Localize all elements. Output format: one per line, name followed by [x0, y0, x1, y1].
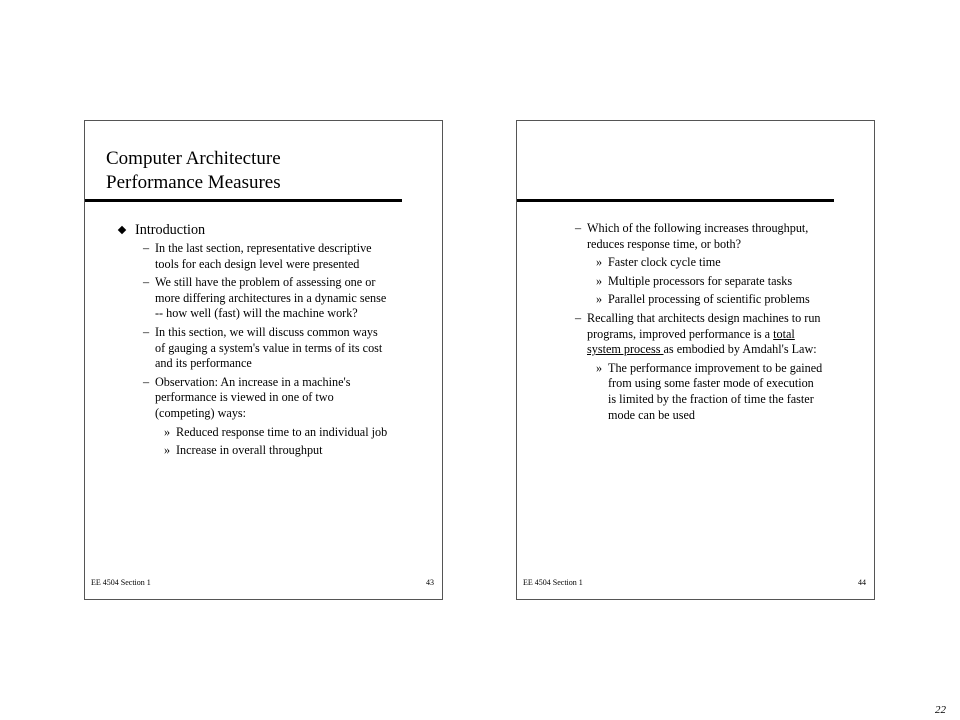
- slide-body: [85, 221, 434, 462]
- sub-bullet-item: [85, 443, 434, 459]
- slide-43: [84, 120, 443, 600]
- slide-body: [517, 221, 866, 426]
- chevron-marker: »: [164, 424, 171, 439]
- bullet-line: reduces response time, or both?: [587, 236, 741, 251]
- sub-bullet-item: [517, 274, 866, 290]
- dash-marker: –: [143, 324, 150, 339]
- bullet-item: [517, 221, 866, 252]
- bullet-line: [587, 327, 866, 343]
- bullet-item: [517, 311, 866, 358]
- dash-marker: –: [143, 241, 150, 255]
- sub-bullet-item: [517, 292, 866, 308]
- bullet-line: We still have the problem of assessing one or: [155, 275, 376, 290]
- sub-bullet-line: Increase in overall throughput: [176, 443, 323, 458]
- slide-footer: [91, 578, 434, 588]
- bullet-line: Observation: An increase in a machine's: [155, 374, 351, 389]
- sub-bullet-line: mode can be used: [608, 407, 695, 422]
- slide-44: [516, 120, 875, 600]
- title-line-2: Performance Measures: [106, 172, 281, 193]
- sub-bullet-line: Multiple processors for separate tasks: [608, 273, 793, 288]
- sub-bullet-line: Reduced response time to an individual job: [176, 424, 388, 439]
- sub-bullet-line: from using some faster mode of execution: [608, 376, 814, 391]
- section-heading: [85, 221, 434, 239]
- chevron-marker: »: [596, 360, 603, 375]
- diamond-bullet-icon: [118, 226, 126, 234]
- page-number: 22: [935, 704, 946, 716]
- bullet-item: [85, 275, 434, 322]
- bullet-text: as embodied by Amdahl's Law:: [663, 342, 817, 357]
- sub-bullet-line: Parallel processing of scientific problems: [608, 292, 810, 307]
- bullet-item: [85, 375, 434, 422]
- title-rule: [517, 199, 834, 202]
- slide-number: 43: [426, 578, 434, 587]
- dash-marker: –: [143, 374, 150, 389]
- title-rule: [85, 199, 402, 202]
- dash-marker: –: [575, 221, 582, 235]
- chevron-marker: »: [596, 273, 603, 288]
- bullet-line: Which of the following increases throughput,: [587, 221, 809, 235]
- bullet-item: [85, 241, 434, 272]
- bullet-line: tools for each design level were presented: [155, 256, 360, 271]
- bullet-line: of gauging a system's value in terms of its cost: [155, 340, 383, 355]
- bullet-line: more differing architectures in a dynamic sense: [155, 290, 387, 305]
- sub-bullet-line: The performance improvement to be gained: [608, 360, 823, 375]
- bullet-item: [85, 325, 434, 372]
- chevron-marker: »: [164, 443, 171, 458]
- bullet-line: performance is viewed in one of two: [155, 390, 334, 405]
- underlined-term: system process: [587, 342, 664, 357]
- bullet-line: Recalling that architects design machines to run: [587, 310, 821, 325]
- chevron-marker: »: [596, 292, 603, 307]
- bullet-line: In the last section, representative descriptive: [155, 241, 372, 255]
- sub-bullet-line: is limited by the fraction of time the faster: [608, 391, 814, 406]
- bullet-line: and its performance: [155, 356, 252, 371]
- section-heading-text: Introduction: [135, 222, 206, 238]
- bullet-line: [587, 342, 866, 358]
- slide-number: 44: [858, 578, 866, 587]
- slide-title: [106, 147, 281, 195]
- dash-marker: –: [575, 310, 582, 325]
- slide-footer: [523, 578, 866, 588]
- bullet-text: programs, improved performance is a: [587, 326, 774, 341]
- underlined-term: total: [773, 326, 795, 341]
- sub-bullet-item: [517, 255, 866, 271]
- dash-marker: –: [143, 275, 150, 290]
- chevron-marker: »: [596, 255, 603, 270]
- sub-bullet-item: [517, 361, 866, 423]
- sub-bullet-item: [85, 425, 434, 441]
- footer-label: EE 4504 Section 1: [523, 578, 583, 587]
- title-line-1: Computer Architecture: [106, 148, 281, 169]
- bullet-line: (competing) ways:: [155, 405, 247, 420]
- bullet-line: In this section, we will discuss common ways: [155, 324, 378, 339]
- footer-label: EE 4504 Section 1: [91, 578, 151, 587]
- bullet-line: -- how well (fast) will the machine work?: [155, 306, 358, 321]
- sub-bullet-line: Faster clock cycle time: [608, 255, 721, 270]
